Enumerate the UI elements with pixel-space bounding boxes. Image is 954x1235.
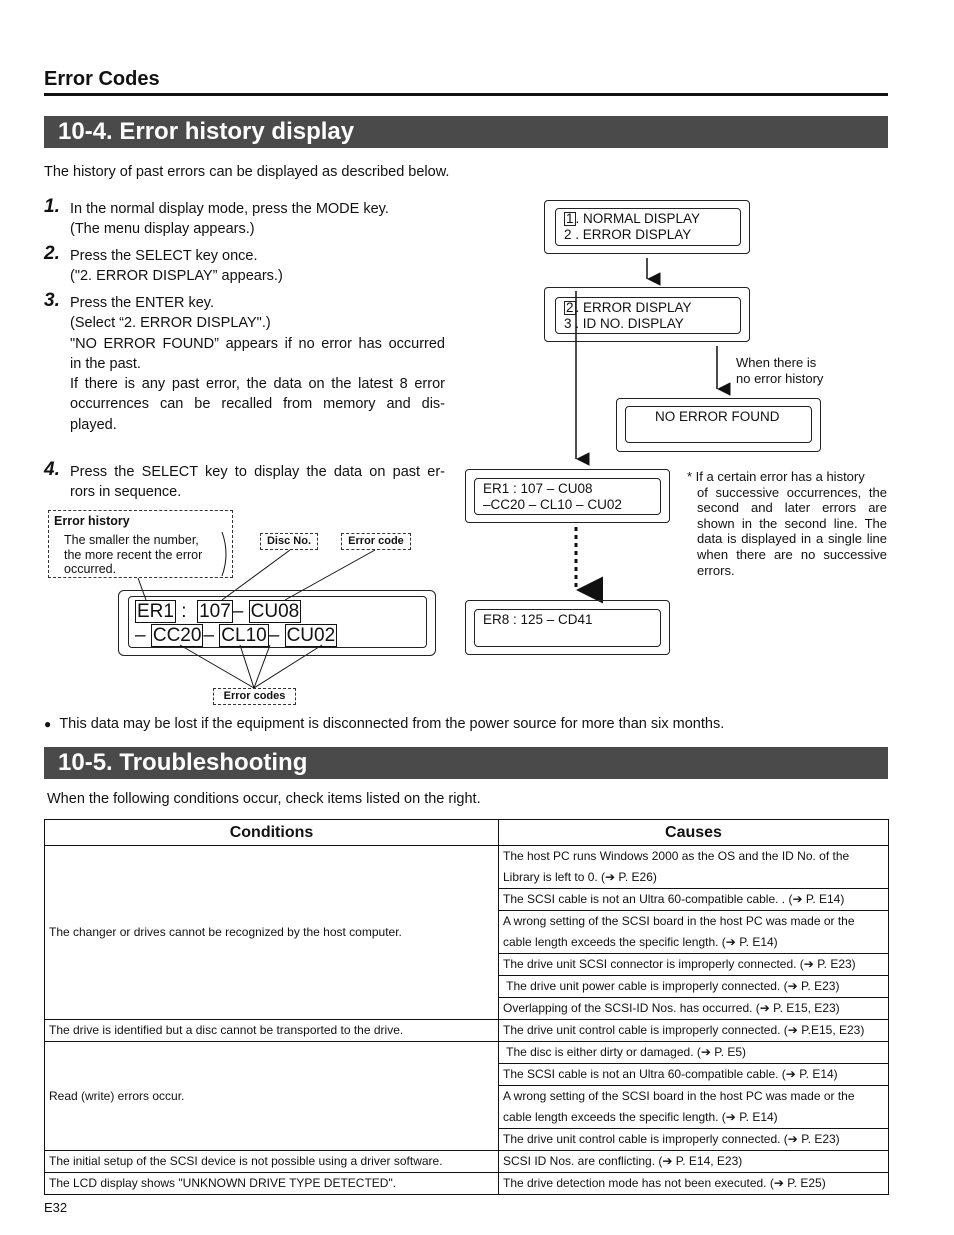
bullet-note: ● This data may be lost if the equipment is disconnected from the power source for more than six months. (44, 716, 725, 732)
col-conditions: Conditions (45, 820, 499, 846)
step-4-number: 4. (44, 459, 60, 480)
lcd-menu-error: 2 . ERROR DISPLAY 3 . ID NO. DISPLAY (544, 287, 750, 342)
cause-cell: SCSI ID Nos. are conflicting. (➔ P. E14, E23) (499, 1151, 889, 1173)
cause-cell: The SCSI cable is not an Ultra 60-compatible cable. (➔ P. E14) (499, 1064, 889, 1086)
troubleshooting-table (44, 819, 889, 1195)
step-2-number: 2. (44, 243, 60, 264)
step-1-text: In the normal display mode, press the MODE key. (The menu display appears.) (70, 201, 389, 238)
section-title-error-history: 10-4. Error history display (44, 116, 888, 148)
step-3-text: Press the ENTER key. (Select “2. ERROR DISPLAY".) "NO ERROR FOUND” appears if no error has occurred in the past. If there is any past error, the data on the latest 8 error occurrences can be recalled from memory and dis- played. (70, 295, 445, 433)
cause-cell: The SCSI cable is not an Ultra 60-compatible cable. . (➔ P. E14) (499, 889, 889, 911)
footnote: * If a certain error has a history of successive occurrences, the second and later errors are shown in the second line. The data is displayed in a single line when there are no successive errors. (687, 469, 887, 578)
lcd-er1: ER1 : 107 – CU08 –CC20 – CL10 – CU02 (465, 469, 670, 523)
condition-cell: Read (write) errors occur. (45, 1042, 499, 1151)
table-row (45, 846, 889, 889)
lcd-menu-normal: 1 . NORMAL DISPLAY 2 . ERROR DISPLAY (544, 200, 750, 254)
error-code-2: CC20 (152, 625, 202, 646)
cause-cell: The drive unit control cable is improperly connected. (➔ P. E23) (499, 1129, 889, 1151)
step-3-number: 3. (44, 290, 60, 311)
error-number: ER1 (137, 601, 174, 622)
section2-intro: When the following conditions occur, check items listed on the right. (47, 791, 481, 807)
error-code-label: Error code (341, 533, 411, 550)
condition-cell: The LCD display shows "UNKNOWN DRIVE TYPE DETECTED". (45, 1173, 499, 1195)
cause-cell: The drive detection mode has not been executed. (➔ P. E25) (499, 1173, 889, 1195)
section1-intro: The history of past errors can be displayed as described below. (44, 164, 450, 180)
table-row (45, 1020, 889, 1042)
lcd-er8: ER8 : 125 – CD41 (465, 600, 670, 655)
cause-cell: The drive unit control cable is improperly connected. (➔ P.E15, E23) (499, 1020, 889, 1042)
lcd-detail: ER1 : 107 – CU08 – CC20 – CL10 – CU02 (118, 590, 436, 656)
no-error-note: When there is no error history (736, 355, 824, 386)
table-row (45, 1151, 889, 1173)
cause-cell: The drive unit SCSI connector is improperly connected. (➔ P. E23) (499, 954, 889, 976)
menu-number-2: 2 (566, 300, 574, 315)
menu-number-1: 1 (566, 211, 574, 226)
step-1-number: 1. (44, 196, 60, 217)
disc-number: 107 (199, 601, 231, 622)
error-history-callout: Error history The smaller the number, the more recent the error occurred. (48, 510, 233, 578)
cause-cell: A wrong setting of the SCSI board in the host PC was made or the cable length exceeds the specific length. (➔ P. E14) (499, 1086, 889, 1129)
cause-cell: The host PC runs Windows 2000 as the OS and the ID No. of the Library is left to 0. (➔ P. E26) (499, 846, 889, 889)
error-code-3: CL10 (221, 625, 267, 646)
condition-cell: The changer or drives cannot be recognized by the host computer. (45, 846, 499, 1020)
section-title-troubleshooting: 10-5. Troubleshooting (44, 747, 888, 779)
condition-cell: The initial setup of the SCSI device is not possible using a driver software. (45, 1151, 499, 1173)
step-2-text: Press the SELECT key once. ("2. ERROR DISPLAY” appears.) (70, 248, 283, 285)
page-number: E32 (44, 1200, 68, 1215)
lcd-no-error-found: NO ERROR FOUND (616, 398, 821, 452)
error-codes-label: Error codes (213, 688, 296, 705)
page-header: Error Codes (44, 68, 160, 90)
cause-cell: The disc is either dirty or damaged. (➔ P. E5) (499, 1042, 889, 1064)
disc-no-label: Disc No. (260, 533, 318, 550)
condition-cell: The drive is identified but a disc cannot be transported to the drive. (45, 1020, 499, 1042)
error-code-4: CU02 (286, 625, 336, 646)
table-row (45, 1173, 889, 1195)
cause-cell: Overlapping of the SCSI-ID Nos. has occurred. (➔ P. E15, E23) (499, 998, 889, 1020)
cause-cell: A wrong setting of the SCSI board in the host PC was made or the cable length exceeds the specific length. (➔ P. E14) (499, 911, 889, 954)
table-row (45, 1042, 889, 1064)
col-causes: Causes (499, 820, 889, 846)
cause-cell: The drive unit power cable is improperly connected. (➔ P. E23) (499, 976, 889, 998)
step-4-text: Press the SELECT key to display the data on past er- rors in sequence. (70, 464, 445, 501)
error-code-1: CU08 (250, 601, 300, 622)
